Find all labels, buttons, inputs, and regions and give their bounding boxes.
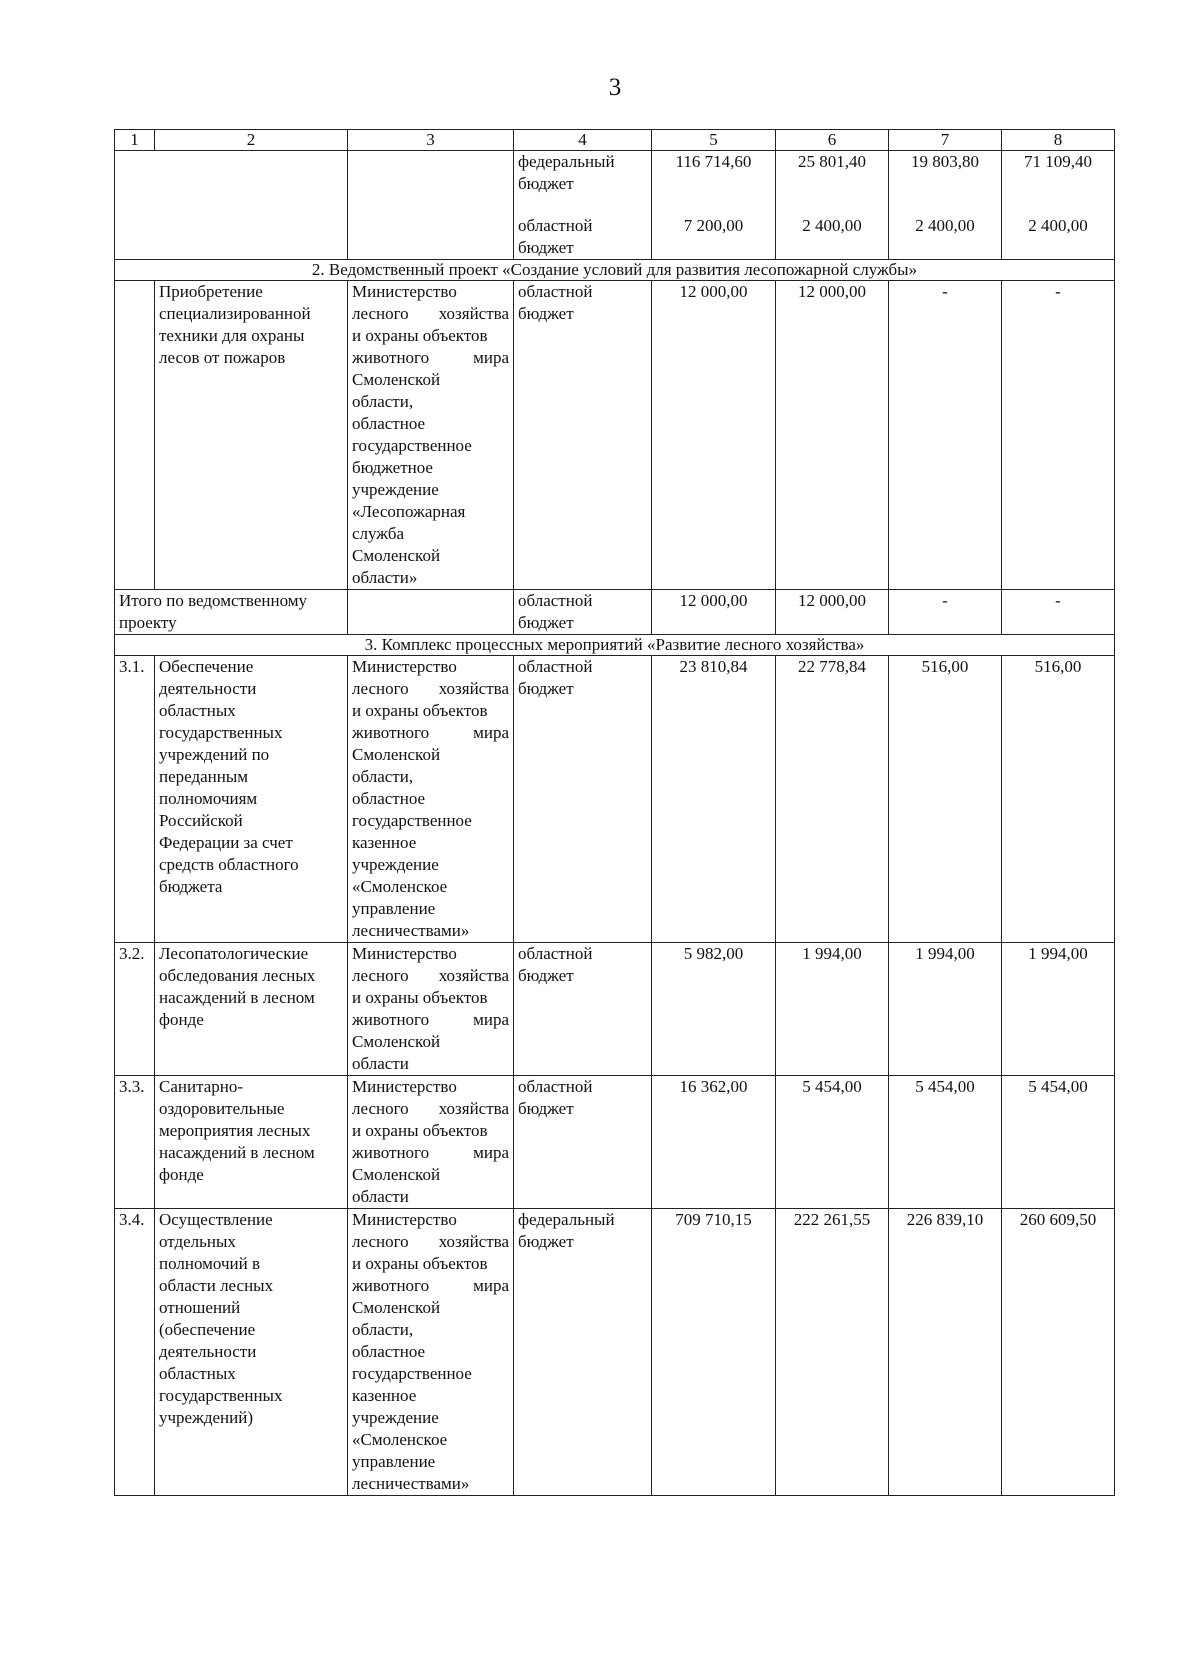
source-cell: областной бюджет [514, 281, 652, 590]
number-cell [115, 281, 155, 590]
executor-line: Смоленской области [352, 1032, 441, 1073]
section-2-title: 2. Ведомственный проект «Создание условий для развития лесопожарной службы» [115, 260, 1115, 281]
table-row [115, 1209, 1115, 1496]
value-cell: 1 994,00 [776, 943, 889, 1076]
value-cell [652, 151, 776, 260]
section-header-row [115, 260, 1115, 281]
value-cell: 709 710,15 [652, 1209, 776, 1496]
total-label: Итого по ведомственному проекту [115, 590, 348, 635]
executor-line: Министерство [352, 657, 457, 676]
source-cell [514, 151, 652, 260]
executor-line: Министерство [352, 1210, 457, 1229]
executor-line: животного мира [352, 1276, 509, 1295]
source-cell: областной бюджет [514, 590, 652, 635]
header-row [115, 130, 1115, 151]
value-cell: 12 000,00 [652, 281, 776, 590]
empty-cell [115, 151, 348, 260]
executor-line: и охраны объектов [352, 988, 488, 1007]
source-cell: областной бюджет [514, 1076, 652, 1209]
value-cell: 22 778,84 [776, 656, 889, 943]
executor-line: лесного хозяйства [352, 304, 509, 323]
executor-line: Смоленской области [352, 1165, 441, 1206]
value: 2 400,00 [802, 216, 862, 235]
executor-cell [348, 281, 514, 590]
executor-line: лесного хозяйства [352, 1099, 509, 1118]
empty-cell [348, 590, 514, 635]
section-header-row [115, 635, 1115, 656]
measure-name: Лесопатологические обследования лесных насаждений в лесном фонде [155, 943, 348, 1076]
executor-line: Смоленской области, областное государственное бюджетное учреждение «Лесопожарная служба Смоленской области» [352, 370, 472, 587]
executor-line: Министерство [352, 944, 457, 963]
value-cell: 5 454,00 [776, 1076, 889, 1209]
value-cell: 12 000,00 [776, 281, 889, 590]
executor-line: животного мира [352, 723, 509, 742]
executor-line: животного мира [352, 1143, 509, 1162]
row-number: 3.4. [115, 1209, 155, 1496]
value-cell: - [889, 281, 1002, 590]
executor-line: и охраны объектов [352, 326, 488, 345]
executor-line: и охраны объектов [352, 1254, 488, 1273]
value-cell: - [1002, 590, 1115, 635]
header-cell: 4 [514, 130, 652, 151]
header-cell: 3 [348, 130, 514, 151]
value-cell: 516,00 [1002, 656, 1115, 943]
table-row [115, 281, 1115, 590]
source-cell: федеральный бюджет [514, 1209, 652, 1496]
header-cell: 6 [776, 130, 889, 151]
value-cell: 5 454,00 [889, 1076, 1002, 1209]
row-number: 3.2. [115, 943, 155, 1076]
value-cell [1002, 151, 1115, 260]
source-cell: областной бюджет [514, 943, 652, 1076]
value: 25 801,40 [798, 152, 866, 171]
value-cell [889, 151, 1002, 260]
executor-line: лесного хозяйства [352, 1232, 509, 1251]
source-federal: федеральный бюджет [518, 152, 615, 193]
value-cell: - [1002, 281, 1115, 590]
value-cell: 260 609,50 [1002, 1209, 1115, 1496]
executor-line: и охраны объектов [352, 1121, 488, 1140]
measure-name: Санитарно- оздоровительные мероприятия лесных насаждений в лесном фонде [155, 1076, 348, 1209]
value: 71 109,40 [1024, 152, 1092, 171]
header-cell: 2 [155, 130, 348, 151]
value-cell: 222 261,55 [776, 1209, 889, 1496]
total-row [115, 590, 1115, 635]
value: 7 200,00 [683, 216, 744, 235]
executor-line: Смоленской области, областное государственное казенное учреждение «Смоленское управление лесничествами» [352, 1298, 472, 1493]
source-cell: областной бюджет [514, 656, 652, 943]
value-cell: 12 000,00 [652, 590, 776, 635]
header-cell: 8 [1002, 130, 1115, 151]
executor-cell [348, 943, 514, 1076]
table-row [115, 1076, 1115, 1209]
executor-line: животного мира [352, 348, 509, 367]
value: 19 803,80 [911, 152, 979, 171]
measure-name: Обеспечение деятельности областных государственных учреждений по переданным полномочиям Российской Федерации за счет средств областного бюджета [155, 656, 348, 943]
measure-name: Приобретение специализированной техники для охраны лесов от пожаров [155, 281, 348, 590]
executor-line: лесного хозяйства [352, 679, 509, 698]
executor-cell [348, 1209, 514, 1496]
value-cell: 1 994,00 [889, 943, 1002, 1076]
executor-line: Министерство [352, 282, 457, 301]
value-cell: 516,00 [889, 656, 1002, 943]
value-cell: 5 454,00 [1002, 1076, 1115, 1209]
table-row [115, 656, 1115, 943]
value: 2 400,00 [1028, 216, 1088, 235]
table-row [115, 943, 1115, 1076]
header-cell: 1 [115, 130, 155, 151]
empty-cell [348, 151, 514, 260]
value-cell: 226 839,10 [889, 1209, 1002, 1496]
section-3-title: 3. Комплекс процессных мероприятий «Развитие лесного хозяйства» [115, 635, 1115, 656]
value-cell [776, 151, 889, 260]
header-cell: 5 [652, 130, 776, 151]
row-number: 3.1. [115, 656, 155, 943]
executor-line: животного мира [352, 1010, 509, 1029]
value-cell: 1 994,00 [1002, 943, 1115, 1076]
value: 2 400,00 [915, 216, 975, 235]
budget-table [114, 129, 1115, 1496]
value: 116 714,60 [675, 152, 752, 171]
value-cell: 16 362,00 [652, 1076, 776, 1209]
value-cell: 23 810,84 [652, 656, 776, 943]
table-row [115, 151, 1115, 260]
value-cell: 12 000,00 [776, 590, 889, 635]
header-cell: 7 [889, 130, 1002, 151]
executor-line: лесного хозяйства [352, 966, 509, 985]
executor-cell [348, 656, 514, 943]
source-regional: областной бюджет [518, 216, 593, 257]
executor-cell [348, 1076, 514, 1209]
row-number: 3.3. [115, 1076, 155, 1209]
page-number: 3 [608, 74, 622, 101]
executor-line: Смоленской области, областное государственное казенное учреждение «Смоленское управление лесничествами» [352, 745, 472, 940]
executor-line: Министерство [352, 1077, 457, 1096]
value-cell: 5 982,00 [652, 943, 776, 1076]
value-cell: - [889, 590, 1002, 635]
measure-name: Осуществление отдельных полномочий в области лесных отношений (обеспечение деятельности областных государственных учреждений) [155, 1209, 348, 1496]
executor-line: и охраны объектов [352, 701, 488, 720]
